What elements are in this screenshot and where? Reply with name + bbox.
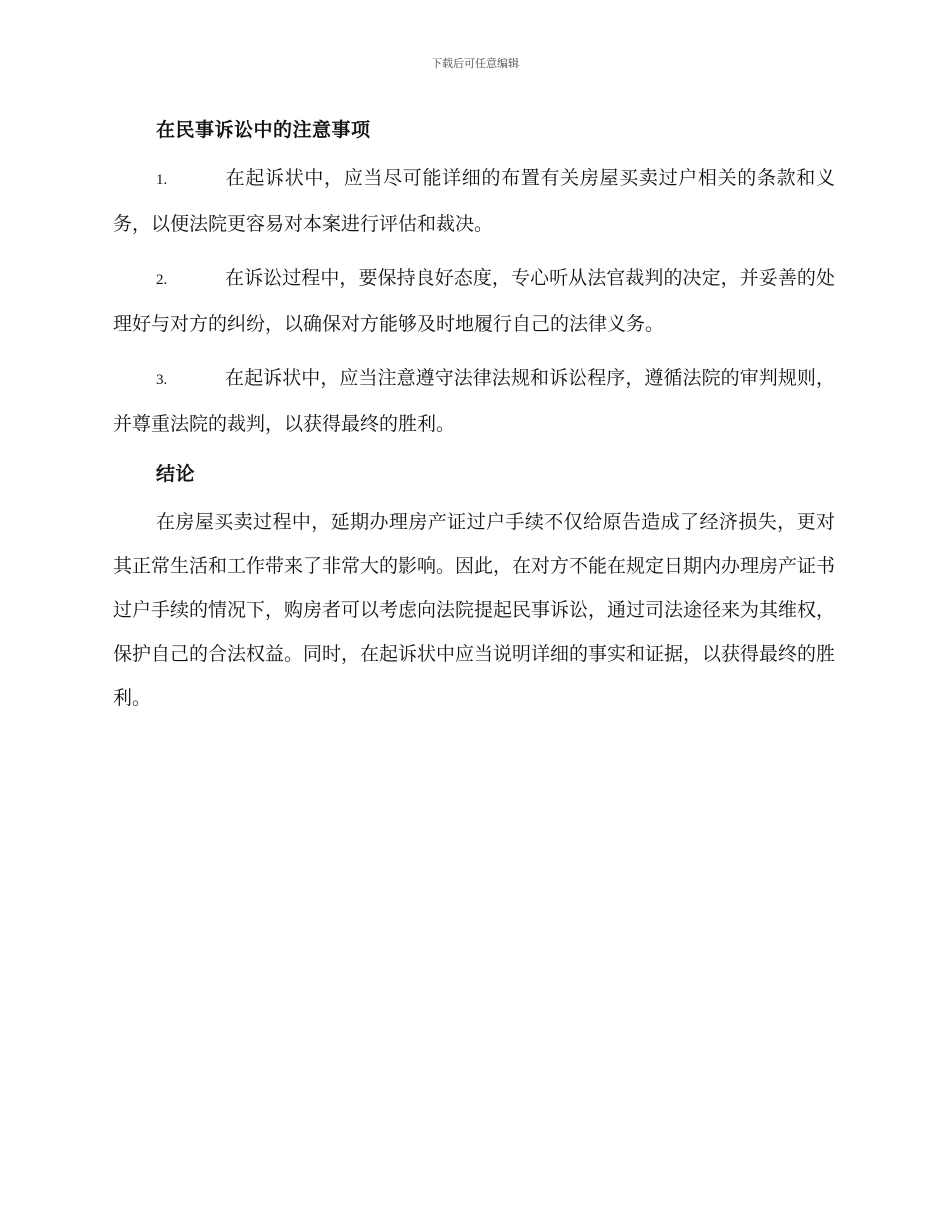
list-item xyxy=(113,356,835,446)
conclusion-paragraph: 在房屋买卖过程中，延期办理房产证过户手续不仅给原告造成了经济损失，更对其正常生活和工作带来了非常大的影响。因此，在对方不能在规定日期内办理房产证书过户手续的情况下，购房者可以考虑向法院提起民事诉讼，通过司法途径来为其维权，保护自己的合法权益。同时，在起诉状中应当说明详细的事实和证据，以获得最终的胜利。 xyxy=(113,511,836,709)
document-body xyxy=(113,112,835,720)
list-item-text: 在诉讼过程中，要保持良好态度，专心听从法官裁判的决定，并妥善的处理好与对方的纠纷，以确保对方能够及时地履行自己的法律义务。 xyxy=(113,267,835,335)
section-heading-notes: 在民事诉讼中的注意事项 xyxy=(156,119,371,141)
list-item-text: 在起诉状中，应当注意遵守法律法规和诉讼程序，遵循法院的审判规则，并尊重法院的裁判，以获得最终的胜利。 xyxy=(113,367,835,435)
list-item-number: 1. xyxy=(156,172,168,188)
list-item xyxy=(113,156,835,246)
list-item-text: 在起诉状中，应当尽可能详细的布置有关房屋买卖过户相关的条款和义务，以便法院更容易对本案进行评估和裁决。 xyxy=(113,167,835,235)
list-item xyxy=(113,256,835,346)
header-note: 下载后可任意编辑 xyxy=(431,57,519,70)
section-heading-conclusion: 结论 xyxy=(156,463,196,485)
list-item-number: 3. xyxy=(156,372,168,388)
list-item-number: 2. xyxy=(156,272,168,288)
